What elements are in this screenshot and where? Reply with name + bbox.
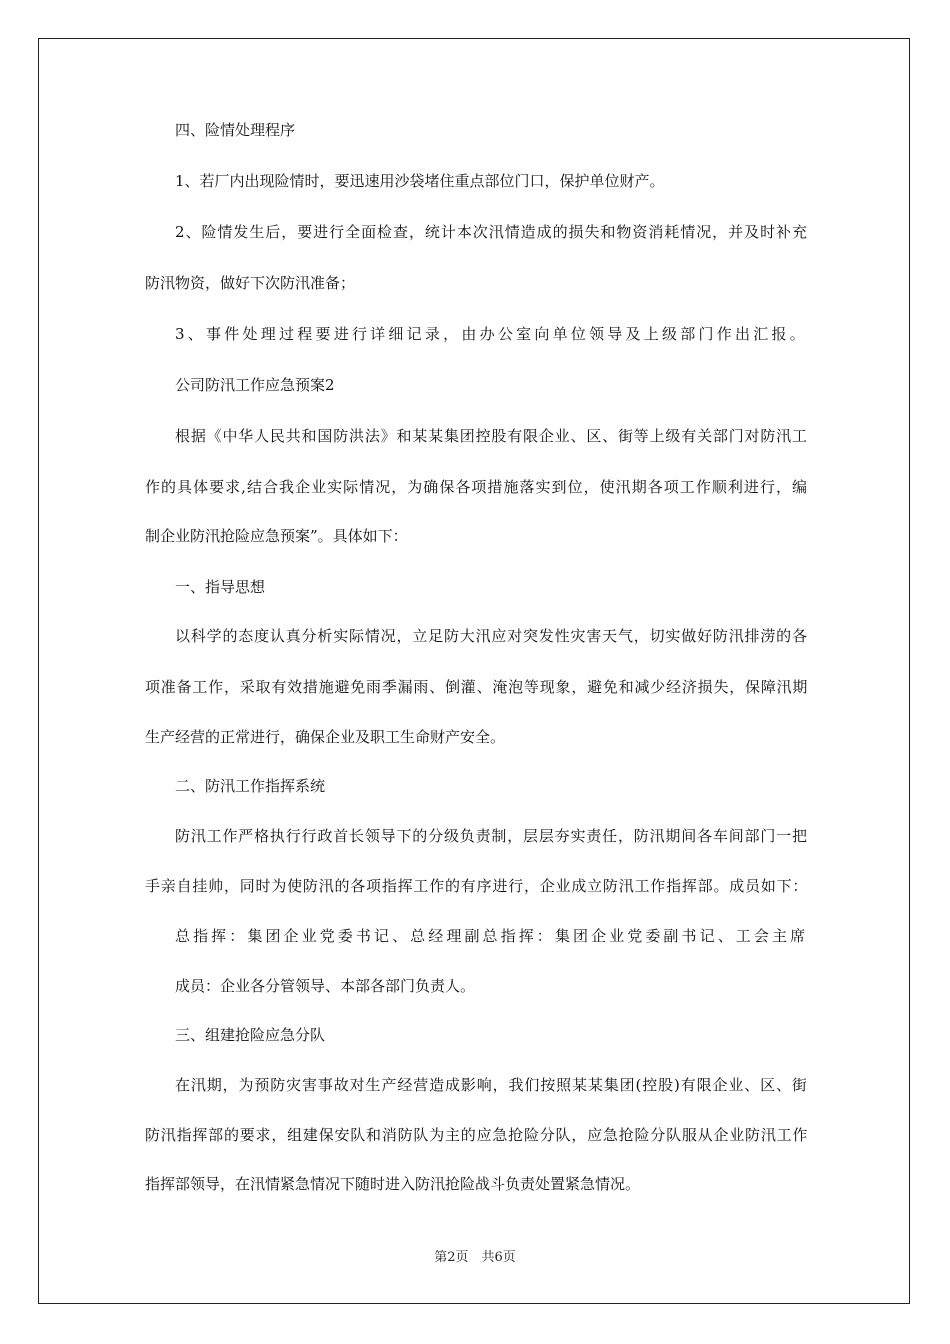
text-line: 公司防汛工作应急预案2 — [175, 376, 335, 394]
text-line: 1、若厂内出现险情时，要迅速用沙袋堵住重点部位门口，保护单位财产。 — [175, 172, 665, 190]
text-line: 四、险情处理程序 — [175, 121, 296, 139]
text-line: 根据《中华人民共和国防洪法》和某某集团控股有限企业、区、街等上级有关部门对防汛工 — [175, 427, 808, 445]
text-line: 二、防汛工作指挥系统 — [175, 777, 326, 795]
text-line: 手亲自挂帅，同时为使防汛的各项指挥工作的有序进行，企业成立防汛工作指挥部。成员如下： — [145, 877, 809, 895]
page-footer — [0, 1246, 950, 1265]
text-line: 3、事件处理过程要进行详细记录，由办公室向单位领导及上级部门作出汇报。 — [175, 325, 808, 343]
text-line: 制企业防汛抢险应急预案”。具体如下： — [145, 527, 408, 545]
text-line: 以科学的态度认真分析实际情况，立足防大汛应对突发性灾害天气，切实做好防汛排涝的各 — [175, 627, 808, 645]
text-line: 在汛期，为预防灾害事故对生产经营造成影响，我们按照某某集团(控股)有限企业、区、街 — [175, 1076, 808, 1094]
text-line: 2、险情发生后，要进行全面检查，统计本次汛情造成的损失和物资消耗情况，并及时补充 — [175, 223, 808, 241]
text-line: 作的具体要求,结合我企业实际情况，为确保各项措施落实到位，使汛期各项工作顺利进行，编 — [145, 478, 809, 496]
text-line: 三、组建抢险应急分队 — [175, 1026, 326, 1044]
text-line: 一、指导思想 — [175, 578, 266, 596]
text-line: 总指挥：集团企业党委书记、总经理副总指挥：集团企业党委副书记、工会主席 — [175, 927, 809, 945]
text-line: 生产经营的正常进行，确保企业及职工生命财产安全。 — [145, 728, 506, 746]
page-number: 第2页 共6页 — [434, 1250, 516, 1265]
text-line: 成员：企业各分管领导、本部各部门负责人。 — [175, 977, 476, 995]
text-line: 防汛工作严格执行行政首长领导下的分级负责制，层层夯实责任，防汛期间各车间部门一把 — [175, 827, 808, 845]
text-line: 项准备工作，采取有效措施避免雨季漏雨、倒灌、淹泡等现象，避免和减少经济损失，保障汛期 — [145, 678, 809, 696]
text-line: 指挥部领导，在汛情紧急情况下随时进入防汛抢险战斗负责处置紧急情况。 — [145, 1175, 641, 1193]
text-line: 防汛指挥部的要求，组建保安队和消防队为主的应急抢险分队，应急抢险分队服从企业防汛工作 — [145, 1126, 809, 1144]
text-line: 防汛物资，做好下次防汛准备； — [145, 274, 356, 292]
